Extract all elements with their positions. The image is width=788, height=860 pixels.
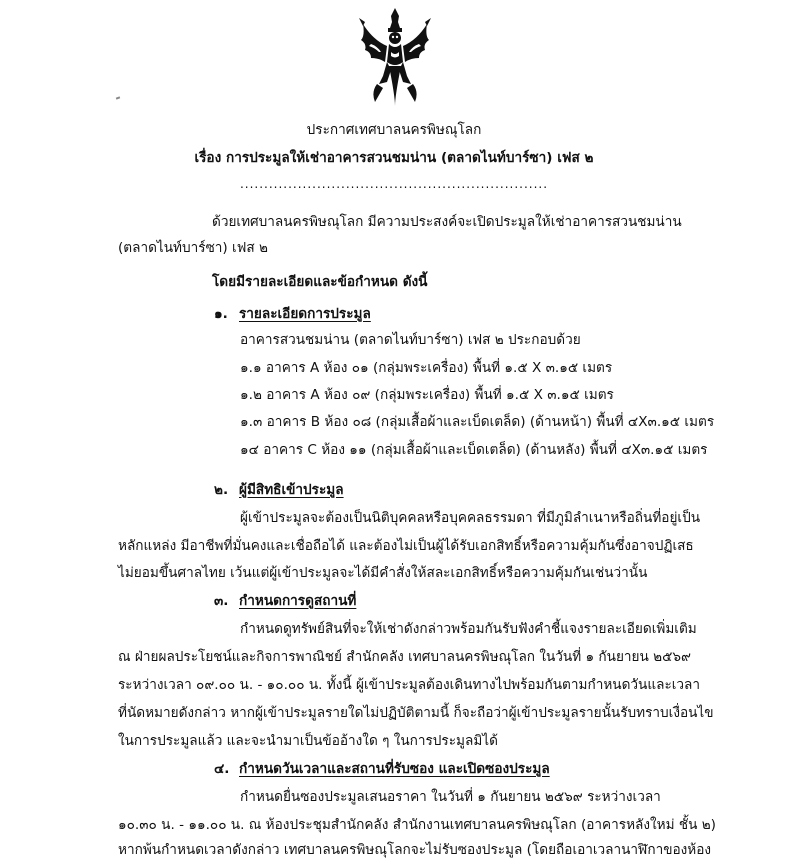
section-3-heading	[214, 591, 356, 611]
intro-line-2: (ตลาดไนท์บาร์ซา) เฟส ๒	[118, 240, 268, 256]
details-heading: โดยมีรายละเอียดและข้อกำหนด ดังนี้	[212, 274, 428, 290]
intro-line-1: ด้วยเทศบาลนครพิษณุโลก มีความประสงค์จะเปิดประมูลให้เช่าอาคารสวนชมน่าน	[212, 214, 682, 230]
section-2-line: ไม่ยอมขึ้นศาลไทย เว้นแต่ผู้เข้าประมูลจะได้มีคำสั่งให้สละเอกสิทธิ์หรือความคุ้มกันเช่นว่านั้น	[118, 565, 648, 581]
section-2-title: ผู้มีสิทธิเข้าประมูล	[239, 482, 344, 498]
section-1-item: ๑.๑ อาคาร A ห้อง ๐๑ (กลุ่มพระเครื่อง) พื้นที่ ๑.๕ X ๓.๑๕ เมตร	[240, 360, 613, 376]
separator-dots: ................................................................	[239, 177, 549, 191]
section-4-heading	[214, 759, 550, 779]
section-1-item: ๑๔ อาคาร C ห้อง ๑๑ (กลุ่มเสื้อผ้าและเบ็ดเตล็ด) (ด้านหลัง) พื้นที่ ๔X๓.๑๕ เมตร	[240, 442, 708, 458]
section-4-number: ๔.	[214, 761, 230, 777]
section-3-title: กำหนดการดูสถานที่	[239, 593, 357, 609]
section-1-lead: อาคารสวนชมน่าน (ตลาดไนท์บาร์ซา) เฟส ๒ ประกอบด้วย	[240, 332, 581, 348]
section-3-line: ณ ฝ่ายผลประโยชน์และกิจการพาณิชย์ สำนักคลัง เทศบาลนครพิษณุโลก ในวันที่ ๑ กันยายน ๒๕๖๙	[118, 649, 691, 665]
section-2-heading	[214, 480, 344, 500]
section-3-line: ในการประมูลแล้ว และจะนำมาเป็นข้ออ้างใด ๆ ในการประมูลมิได้	[118, 733, 498, 749]
section-1-item: ๑.๓ อาคาร B ห้อง ๐๘ (กลุ่มเสื้อผ้าและเบ็ดเตล็ด) (ด้านหน้า) พื้นที่ ๔X๓.๑๕ เมตร	[240, 414, 715, 430]
section-4-line: ๑๐.๓๐ น. - ๑๑.๐๐ น. ณ ห้องประชุมสำนักคลัง สำนักงานเทศบาลนครพิษณุโลก (อาคารหลังใหม่ ชั้น ๒)	[118, 817, 716, 833]
section-3-line: กำหนดดูทรัพย์สินที่จะให้เช่าดังกล่าวพร้อมกันรับฟังคำชี้แจงรายละเอียดเพิ่มเติม	[240, 621, 697, 637]
section-1-title: รายละเอียดการประมูล	[239, 306, 371, 322]
section-4-line: หากพ้นกำหนดเวลาดังกล่าว เทศบาลนครพิษณุโลกจะไม่รับซองประมูล (โดยถือเอาเวลานาฬิกาของห้อง	[118, 842, 712, 858]
section-3-line: ระหว่างเวลา ๐๙.๐๐ น. - ๑๐.๐๐ น. ทั้งนี้ ผู้เข้าประมูลต้องเดินทางไปพร้อมกันตามกำหนดวันและเวลา	[118, 677, 700, 693]
section-1-heading	[214, 304, 371, 324]
scan-mark	[116, 96, 120, 99]
garuda-emblem-icon	[357, 6, 433, 112]
section-1-item: ๑.๒ อาคาร A ห้อง ๐๙ (กลุ่มพระเครื่อง) พื้นที่ ๑.๕ X ๓.๑๕ เมตร	[240, 387, 614, 403]
section-2-number: ๒.	[214, 482, 229, 498]
section-2-line: ผู้เข้าประมูลจะต้องเป็นนิติบุคคลหรือบุคคลธรรมดา ที่มีภูมิลำเนาหรือถิ่นที่อยู่เป็น	[240, 510, 700, 526]
section-2-line: หลักแหล่ง มีอาชีพที่มั่นคงและเชื่อถือได้ และต้องไม่เป็นผู้ได้รับเอกสิทธิ์หรือความคุ้มกันซึ่งอาจปฏิเสธ	[118, 538, 694, 554]
section-4-title: กำหนดวันเวลาและสถานที่รับซอง และเปิดซองประมูล	[239, 761, 550, 777]
section-1-number: ๑.	[214, 306, 228, 322]
section-3-line: ที่นัดหมายดังกล่าว หากผู้เข้าประมูลรายใดไม่ปฏิบัติตามนี้ ก็จะถือว่าผู้เข้าประมูลรายนั้นรับทราบเงื่อนไข	[118, 705, 714, 721]
section-4-line: กำหนดยื่นซองประมูลเสนอราคา ในวันที่ ๑ กันยายน ๒๕๖๙ ระหว่างเวลา	[240, 789, 661, 805]
announcement-subject: เรื่อง การประมูลให้เช่าอาคารสวนชมน่าน (ตลาดไนท์บาร์ซา) เฟส ๒	[194, 150, 594, 166]
section-3-number: ๓.	[214, 593, 229, 609]
announcement-title: ประกาศเทศบาลนครพิษณุโลก	[306, 122, 482, 138]
